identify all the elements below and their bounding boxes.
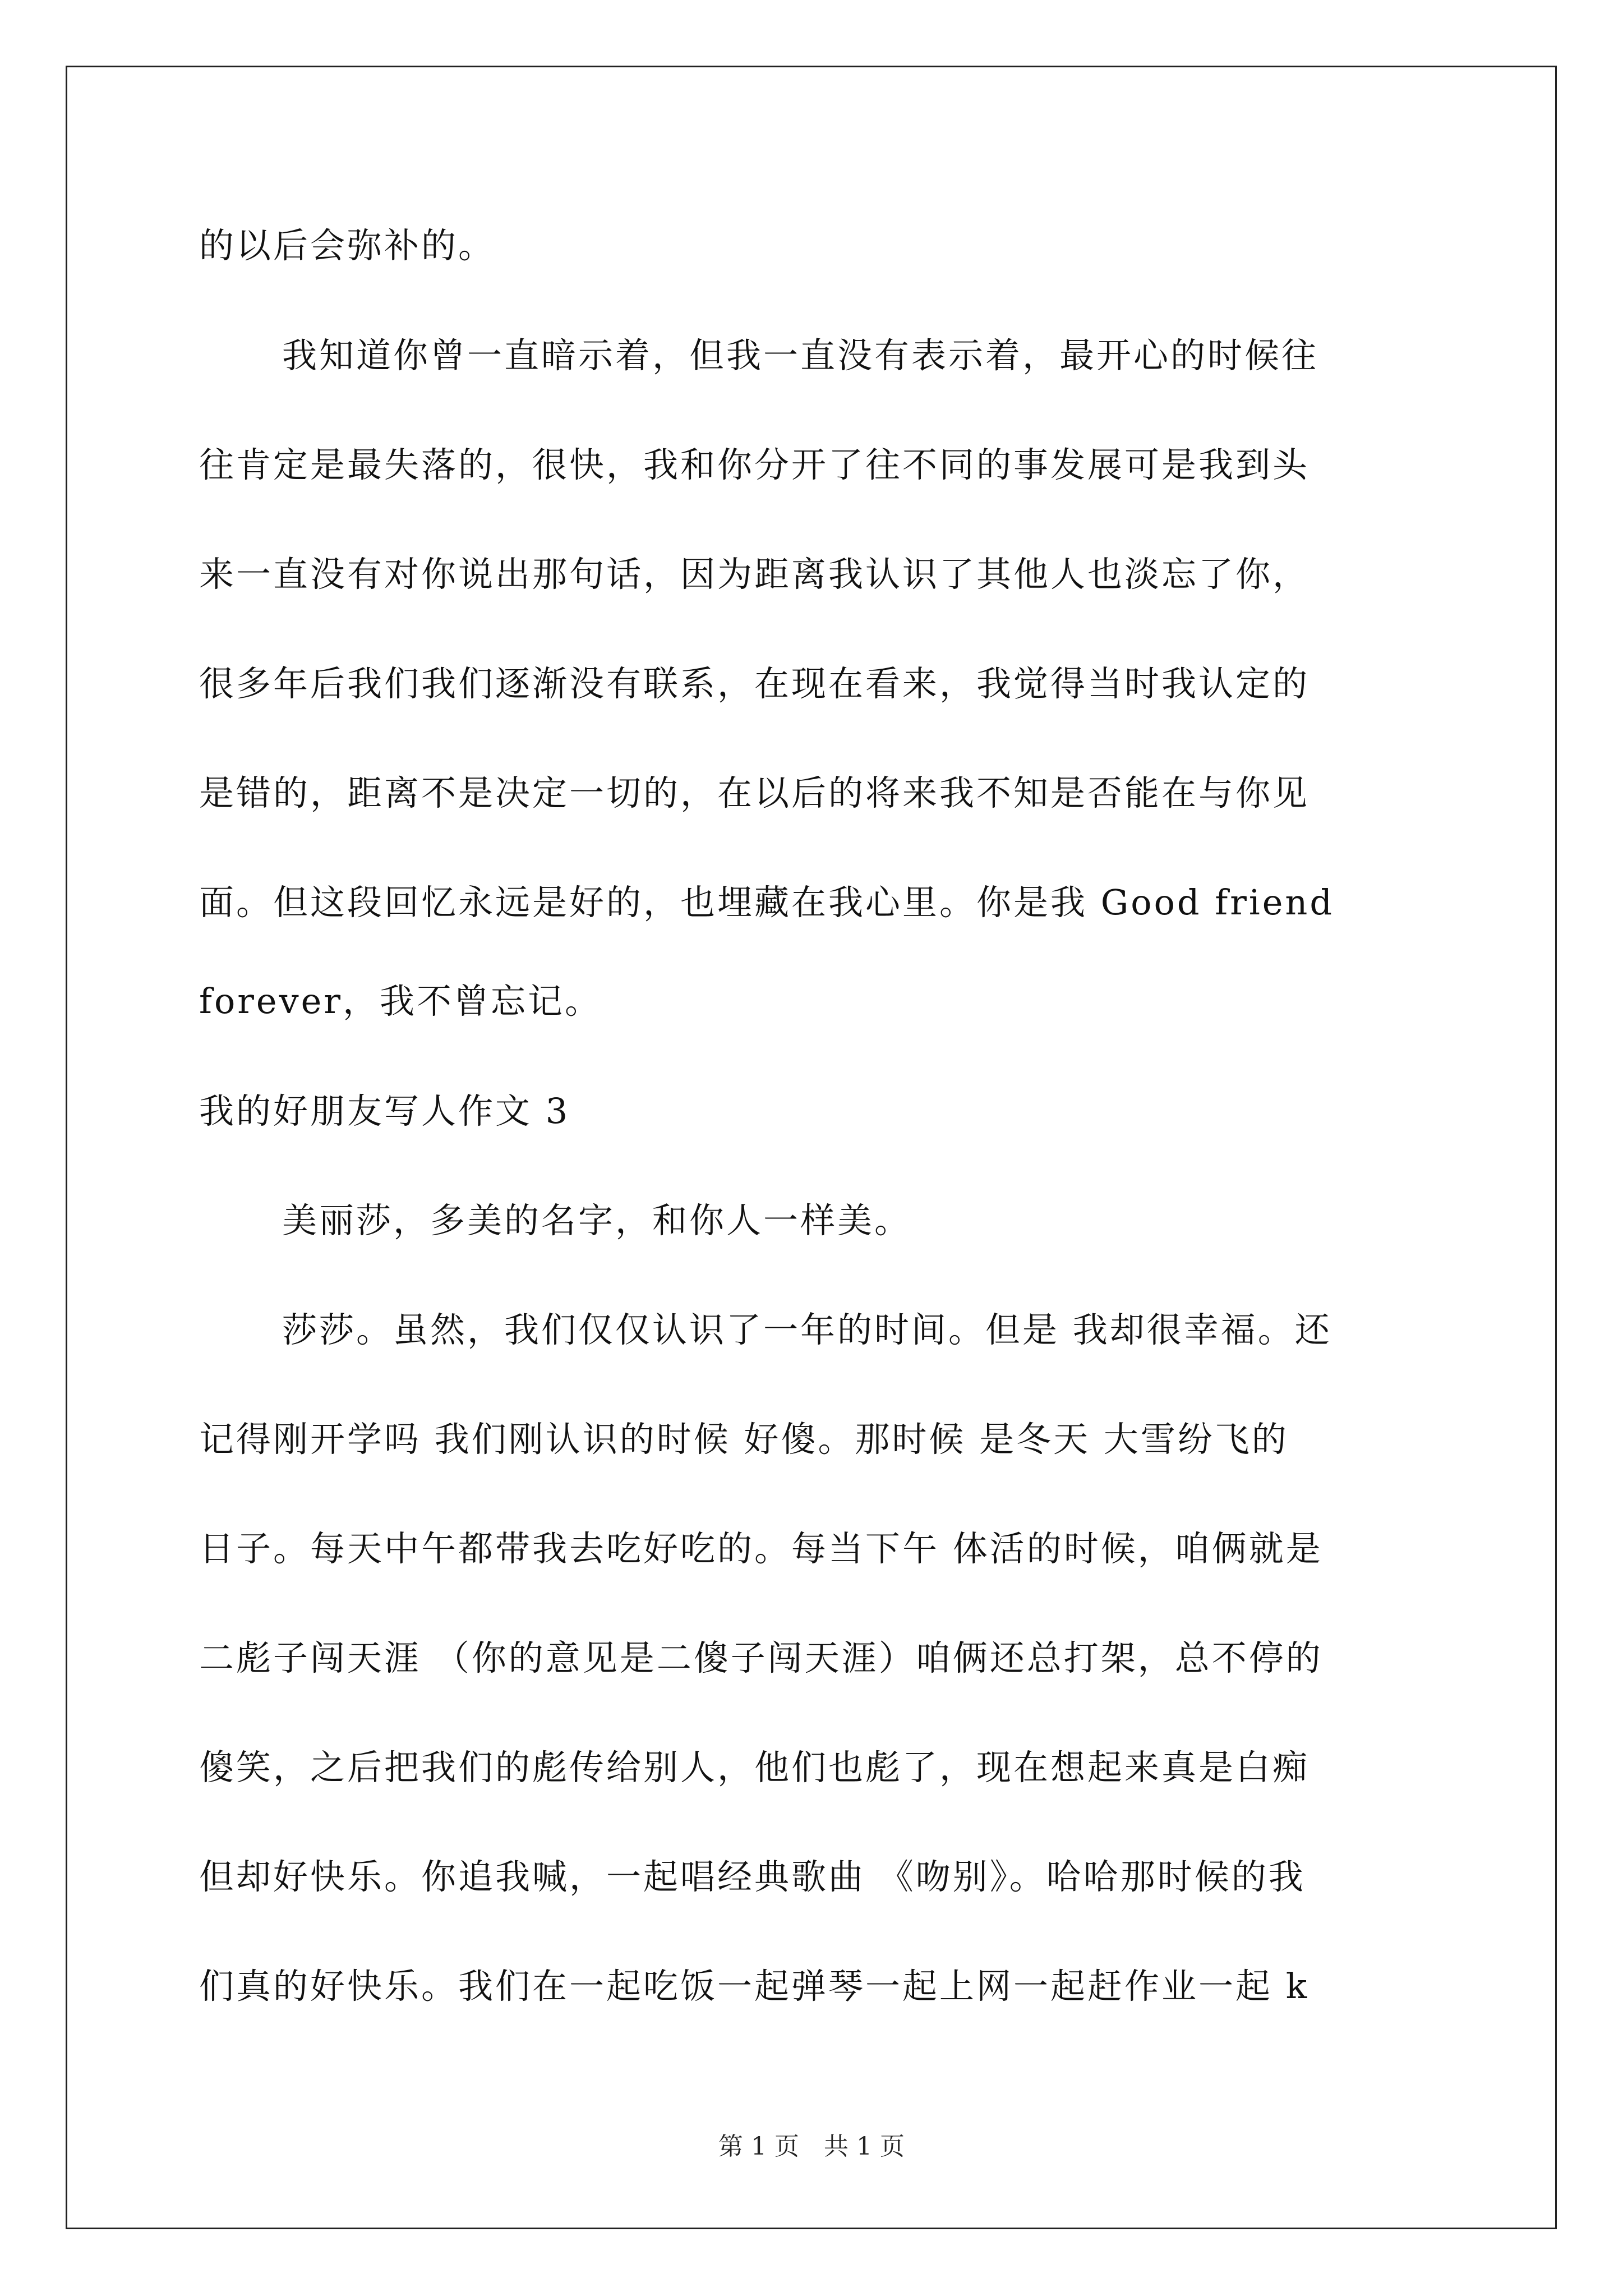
text-line: 莎莎。虽然，我们仅仅认识了一年的时间。但是 我却很幸福。还 bbox=[282, 1309, 1332, 1350]
text-line: 但却好快乐。你追我喊，一起唱经典歌曲 《吻别》。哈哈那时候的我 bbox=[199, 1856, 1306, 1897]
text-line: forever，我不曾忘记。 bbox=[199, 981, 602, 1022]
page-footer: 第 1 页 共 1 页 bbox=[718, 2132, 905, 2161]
text-line: 们真的好快乐。我们在一起吃饭一起弹琴一起上网一起赶作业一起 k bbox=[199, 1966, 1310, 2007]
text-line: 傻笑，之后把我们的彪传给别人，他们也彪了，现在想起来真是白痴 bbox=[199, 1747, 1310, 1788]
text-line: 记得刚开学吗 我们刚认识的时候 好傻。那时候 是冬天 大雪纷飞的 bbox=[199, 1419, 1289, 1460]
section-heading: 我的好朋友写人作文 3 bbox=[199, 1091, 570, 1131]
text-line: 美丽莎，多美的名字，和你人一样美。 bbox=[282, 1200, 912, 1241]
text-line: 我知道你曾一直暗示着，但我一直没有表示着，最开心的时候往 bbox=[282, 335, 1319, 376]
text-line: 很多年后我们我们逐渐没有联系，在现在看来，我觉得当时我认定的 bbox=[199, 663, 1310, 704]
text-line: 往肯定是最失落的，很快，我和你分开了往不同的事发展可是我到头 bbox=[199, 444, 1310, 485]
text-line: 来一直没有对你说出那句话，因为距离我认识了其他人也淡忘了你， bbox=[199, 554, 1310, 595]
text-line: 日子。每天中午都带我去吃好吃的。每当下午 体活的时候，咱俩就是 bbox=[199, 1528, 1323, 1569]
page-border bbox=[66, 66, 1557, 2229]
text-line: 面。但这段回忆永远是好的，也埋藏在我心里。你是我 Good friend bbox=[199, 882, 1335, 923]
text-line: 二彪子闯天涯 （你的意见是二傻子闯天涯）咱俩还总打架，总不停的 bbox=[199, 1637, 1323, 1678]
text-line: 的以后会弥补的。 bbox=[199, 225, 496, 266]
text-line: 是错的，距离不是决定一切的，在以后的将来我不知是否能在与你见 bbox=[199, 772, 1310, 813]
